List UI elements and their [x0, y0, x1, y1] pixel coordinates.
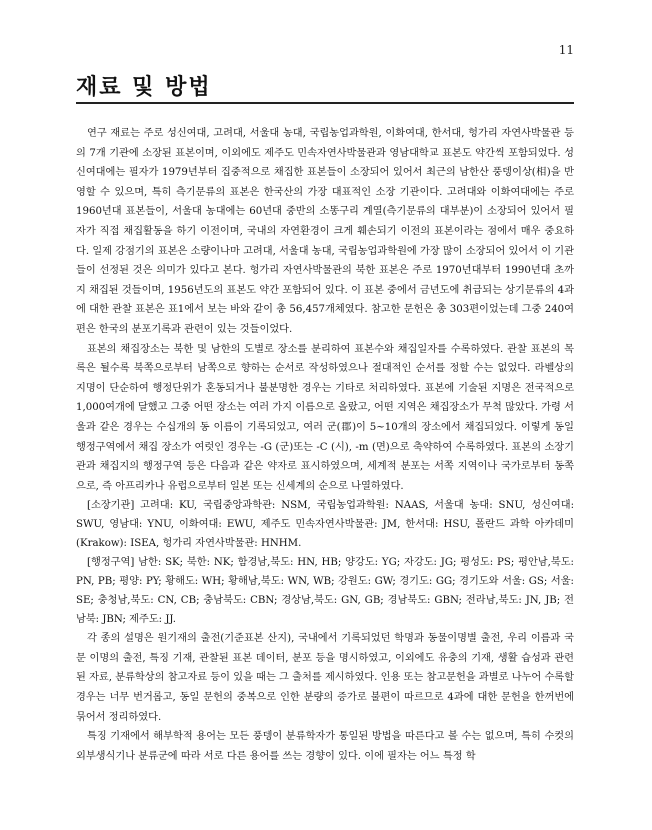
- paragraph-terminology: 특징 기재에서 해부학적 용어는 모든 풍뎅이 분류학자가 통일된 방법을 따른다고 볼 수는 없으며, 특히 수컷의 외부생식기나 분류군에 따라 서로 다른 용어를 쓰는 경향이 있다. 이에 필자는 어느 특정 학: [76, 731, 574, 762]
- paragraph-descriptions: 각 종의 설명은 원기재의 출전(기준표본 산지), 국내에서 기록되었던 학명과 동물이명별 출전, 우리 이름과 국문 이명의 출전, 특징 기재, 관찰된 표본 데이터, 분포 등을 명시하였고, 이외에도 유충의 기재, 생활 습성과 관련된 자료, 분류학상의 참고자료 등이 있을 때는 그 출처를 제시하였다. 인용 또는 참고문헌을 과별로 나누어 수록할 경우는 너무 번거롭고, 동일 문헌의 중복으로 인한 분량의 증가로 불편이 따르므로 4과에 대한 문헌을 한꺼번에 묶어서 정리하였다.: [76, 633, 574, 723]
- title-underline: [76, 102, 574, 104]
- page-number: 11: [558, 43, 574, 57]
- paragraph-institutions: [소장기관] 고려대: KU, 국립중앙과학관: NSM, 국립농업과학원: NAAS, 서울대 농대: SNU, 성신여대: SWU, 영남대: YNU, 이화여대: EWU, 제주도 민속자연사박물관: JM, 한서대: HSU, 폴란드 과학 아카데미(Krakow): ISEA, 헝가리 자연사박물관: HNHM.: [76, 500, 574, 550]
- paragraph-materials: 연구 재료는 주로 성신여대, 고려대, 서울대 농대, 국립농업과학원, 이화여대, 한서대, 헝가리 자연사박물관 등의 7개 기관에 소장된 표본이며, 이외에도 제주도 민속자연사박물관과 영남대학교 표본도 약간씩 포함되었다. 성신여대에는 필자가 1979년부터 집중적으로 채집한 표본들이 소장되어 있어서 최근의 남한산 풍뎅이상(相)을 반영할 수 있으며, 특히 측기문류의 표본은 한국산의 가장 대표적인 소장 기관이다. 고려대와 이화여대에는 주로 1960년대 표본들이, 서울대 농대에는 60년대 중반의 소똥구리 계열(측기문류의 대부분)이 소장되어 있어서 필자가 직접 채집활동을 하기 이전이며, 국내의 자연환경이 크게 훼손되기 이전의 표본이라는 점에서 매우 중요하다. 일제 강점기의 표본은 소량이나마 고려대, 서울대 농대, 국립농업과학원에 가장 많이 소장되어 있어서 이 기관들이 선정된 것은 의미가 있다고 본다. 헝가리 자연사박물관의 북한 표본은 주로 1970년대부터 1990년대 초까지 채집된 것들이며, 1956년도의 표본도 약간 포함되어 있다. 이 표본 중에서 금년도에 취급되는 상기문류의 4과에 대한 관찰 표본은 표1에서 보는 바와 같이 총 56,457개체였다. 참고한 문헌은 총 303편이었는데 그중 240여 편은 한국의 분포기록과 관련이 있는 것들이었다.: [76, 128, 574, 335]
- paragraph-regions: [행정구역] 남한: SK; 북한: NK; 함경남,북도: HN, HB; 양강도: YG; 자강도: JG; 평성도: PS; 평안남,북도: PN, PB; 평양: PY; 황해도: WH; 황해남,북도: WN, WB; 강원도: GW; 경기도: GG; 경기도와 서울: GS; 서울: SE; 충청남,북도: CN, CB; 충남북도: CBN; 경상남,북도: GN, GB; 경남북도: GBN; 전라남,북도: JN, JB; 전남북: JBN; 제주도: JJ.: [76, 557, 574, 626]
- section-title: 재료 및 방법: [76, 75, 212, 100]
- paragraph-locality: 표본의 채집장소는 북한 및 남한의 도별로 장소를 분리하여 표본수와 채집일자를 수록하였다. 관찰 표본의 목록은 될수록 북쪽으로부터 남쪽으로 향하는 순서로 작성하였으나 절대적인 순서를 정할 수는 없었다. 라벨상의 지명이 단순하여 행정단위가 혼동되거나 불분명한 경우는 기타로 처리하였다. 표본에 기술된 지명은 전국적으로 1,000여개에 달했고 그중 어떤 장소는 여러 가지 이름으로 올랐고, 어떤 지역은 채집장소가 무척 많았다. 가령 서울과 같은 경우는 수십개의 동 이름이 기록되었고, 여러 군(郡)이 5~10개의 장소에서 채집되었다. 이렇게 동일 행정구역에서 채집 장소가 여럿인 경우는 -G (군)또는 -C (시), -m (면)으로 축약하여 수록하였다. 표본의 소장기관과 채집지의 행정구역 등은 다음과 같은 약자로 표시하였으며, 세계적 분포는 서쪽 지역이나 국가로부터 동쪽으로, 즉 아프리카나 유럽으로부터 일본 또는 신세계의 순으로 나열하였다.: [76, 343, 574, 492]
- body-text: [76, 124, 574, 766]
